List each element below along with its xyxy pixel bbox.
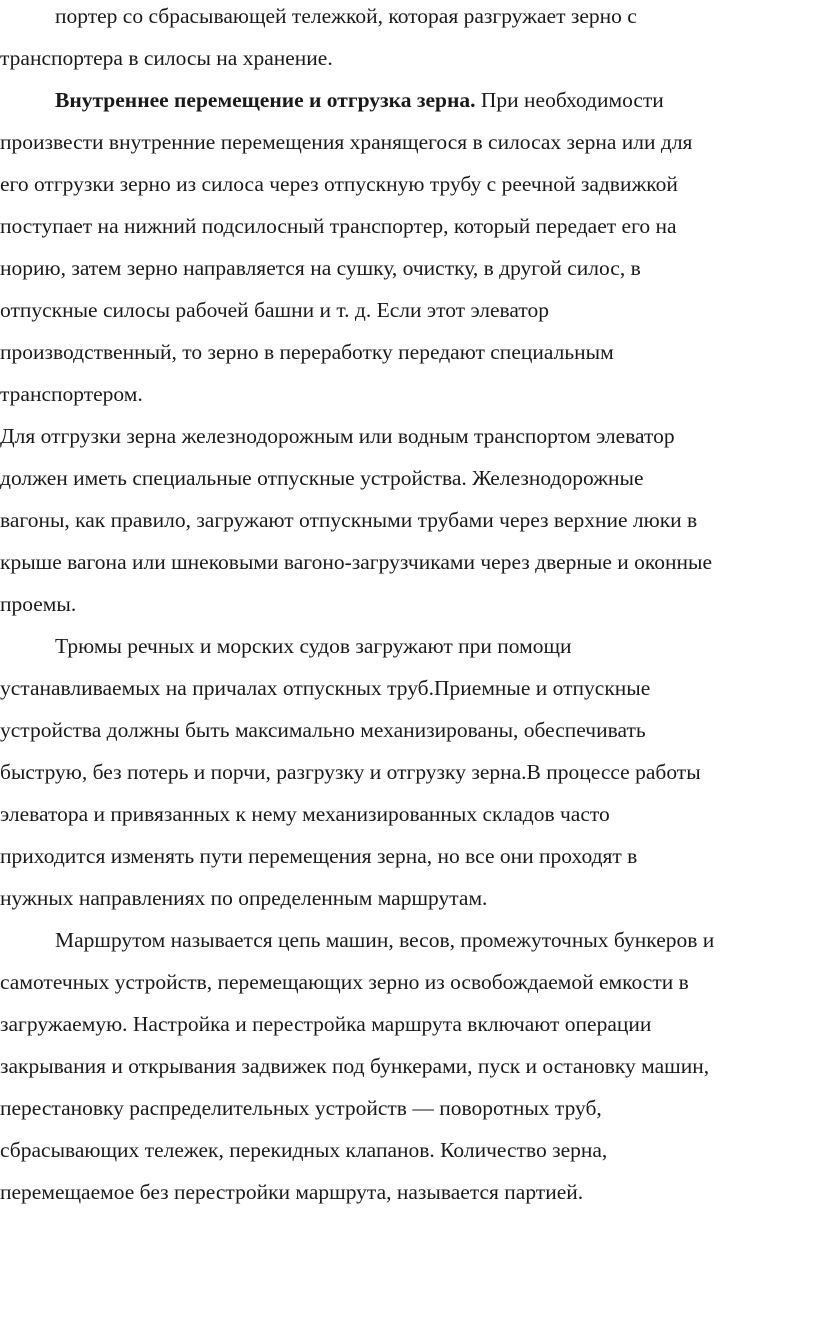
text-line: произвести внутренние перемещения хранящегося в силосах зерна или для (0, 130, 693, 154)
text-line: устройства должны быть максимально механизированы, обеспечивать (0, 718, 646, 742)
text-line: отпускные силосы рабочей башни и т. д. Если этот элеватор (0, 298, 550, 322)
text-line: вагоны, как правило, загружают отпускными трубами через верхние люки в (0, 508, 698, 532)
text-line: самотечных устройств, перемещающих зерно из освобождаемой емкости в (0, 970, 689, 994)
section-heading: Внутреннее перемещение и отгрузка зерна. (55, 88, 476, 112)
text-line: быструю, без потерь и порчи, разгрузку и отгрузку зерна.В процессе работы (0, 760, 701, 784)
text-line: перестановку распределительных устройств — поворотных труб, (0, 1096, 602, 1120)
text-line: транспортером. (0, 382, 143, 406)
text-line: норию, затем зерно направляется на сушку, очистку, в другой силос, в (0, 256, 641, 280)
text-line: устанавливаемых на причалах отпускных труб.Приемные и отпускные (0, 676, 651, 700)
text-line: Для отгрузки зерна железнодорожным или водным транспортом элеватор (0, 424, 675, 448)
text-line: загружаемую. Настройка и перестройка маршрута включают операции (0, 1012, 652, 1036)
text-line: поступает на нижний подсилосный транспортер, который передает его на (0, 214, 677, 238)
text-line: перемещаемое без перестройки маршрута, называется партией. (0, 1180, 584, 1204)
text-line: его отгрузки зерно из силоса через отпускную трубу с реечной задвижкой (0, 172, 678, 196)
text-run: При необходимости (475, 88, 664, 112)
text-line: нужных направлениях по определенным маршрутам. (0, 886, 488, 910)
text-line: производственный, то зерно в переработку передают специальным (0, 340, 614, 364)
text-line: Маршрутом называется цепь машин, весов, промежуточных бункеров и (55, 928, 715, 952)
text-line: сбрасывающих тележек, перекидных клапанов. Количество зерна, (0, 1138, 608, 1162)
text-line: крыше вагона или шнековыми вагоно-загрузчиками через дверные и оконные (0, 550, 712, 574)
text-line: портер со сбрасывающей тележкой, которая разгружает зерно с (55, 4, 637, 28)
text-line: закрывания и открывания задвижек под бункерами, пуск и остановку машин, (0, 1054, 710, 1078)
text-line: должен иметь специальные отпускные устройства. Железнодорожные (0, 466, 644, 490)
text-line: транспортера в силосы на хранение. (0, 46, 333, 70)
text-line: приходится изменять пути перемещения зерна, но все они проходят в (0, 844, 638, 868)
text-line (55, 90, 664, 112)
text-line: проемы. (0, 592, 77, 616)
text-line: элеватора и привязанных к нему механизированных складов часто (0, 802, 610, 826)
text-line: Трюмы речных и морских судов загружают при помощи (55, 634, 572, 658)
